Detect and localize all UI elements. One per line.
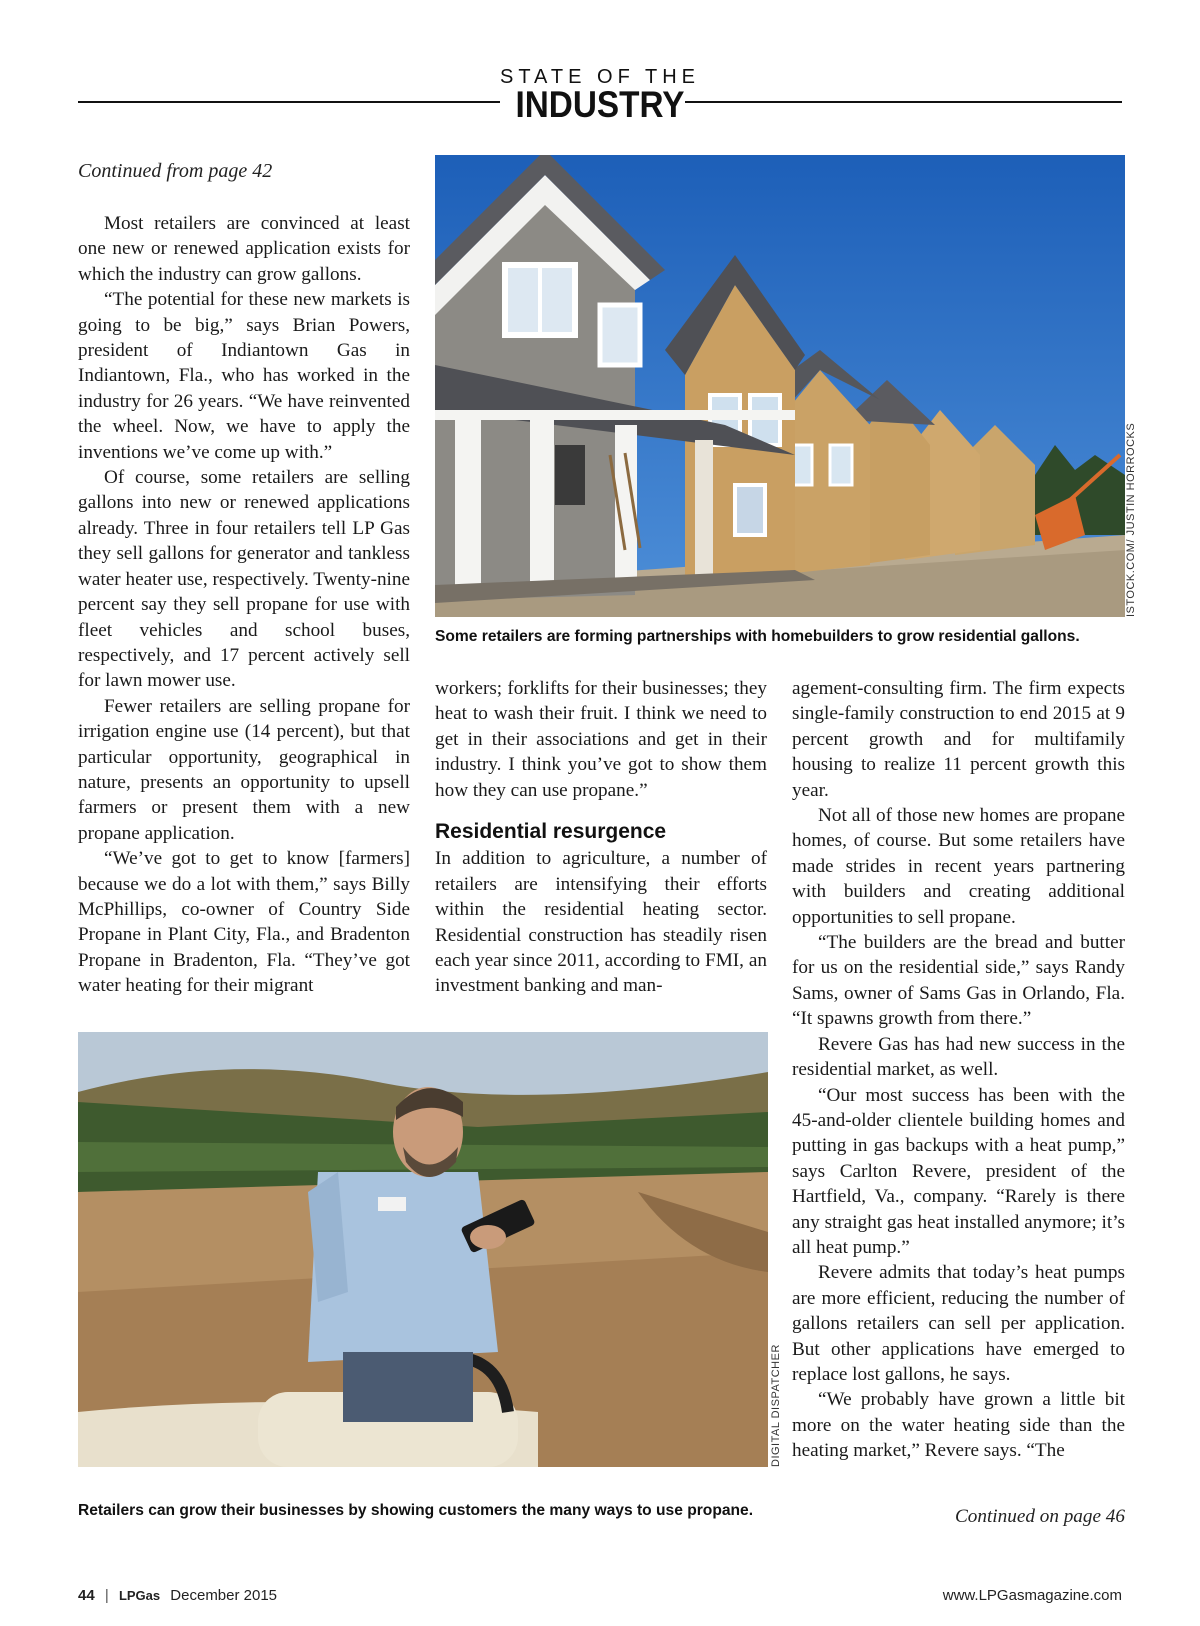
- photo-credit-houses: ISTOCK.COM/ JUSTIN HORROCKS: [1125, 422, 1137, 617]
- issue-date: December 2015: [170, 1587, 278, 1604]
- paragraph: “The potential for these new markets is going to be big,” says Brian Powers, president of Indiantown Gas in Indiantown, Fla., who has worked in the industry for 26 years. “We have reinvented the wheel. Now, we have to apply the inventions we’ve come up with.”: [78, 289, 410, 463]
- section-kicker: STATE OF THE: [499, 66, 700, 88]
- paragraph: Revere Gas has had new success in the residential market, as well.: [792, 1033, 1125, 1081]
- paragraph: Most retailers are convinced at least one new or renewed application exists for which the industry can grow gallons.: [78, 213, 410, 285]
- footer-separator: |: [104, 1587, 109, 1604]
- text-column-3: [792, 676, 1125, 1464]
- page-number: 44: [78, 1587, 95, 1604]
- paragraph: workers; forklifts for their businesses; they heat to wash their fruit. I think we need to get in their associations and get in their industry. I think you’ve got to show them how they can use propane.”: [435, 678, 767, 801]
- paragraph: “We probably have grown a little bit more on the water heating side than the heating market,” Revere says. “The: [792, 1389, 1125, 1462]
- houses-illustration: [435, 155, 1125, 617]
- continued-on: Continued on page 46: [954, 1506, 1125, 1527]
- section-title: INDUSTRY: [515, 84, 685, 125]
- photo-houses: [435, 155, 1125, 617]
- continued-from: Continued from page 42: [78, 160, 273, 182]
- caption-houses: Some retailers are forming partnerships with homebuilders to grow residential gallons.: [435, 628, 1080, 645]
- orchard-illustration: [78, 1032, 768, 1467]
- photo-credit-orchard: DIGITAL DISPATCHER: [770, 1344, 782, 1467]
- paragraph: Fewer retailers are selling propane for irrigation engine use (14 percent), but that particular opportunity, geographical in nature, presents an opportunity to upsell farmers or present them with a new propane application.: [78, 695, 410, 844]
- footer-website: www.LPGasmagazine.com: [942, 1587, 1122, 1604]
- paragraph: “The builders are the bread and butter for us on the residential side,” says Randy Sams, owner of Sams Gas in Orlando, Fla. “It spawns growth from there.”: [792, 932, 1125, 1030]
- magazine-name: LPGas: [118, 1588, 161, 1603]
- paragraph: Of course, some retailers are selling gallons into new or renewed applications already. Three in four retailers tell LP Gas they sell gallons for generator and tankless water heater use, respectively. Twenty-nine percent say they sell propane for use with fleet vehicles and school buses, respectively, and 17 percent actively sell for lawn mower use.: [78, 467, 410, 692]
- paragraph: Revere admits that today’s heat pumps are more efficient, reducing the number of gallons retailers can sell per application. But other applications have emerged to replace lost gallons, he says.: [792, 1262, 1125, 1385]
- text-column-1: [78, 211, 410, 999]
- photo-orchard-worker: [78, 1032, 768, 1467]
- paragraph: Not all of those new homes are propane homes, of course. But some retailers have made strides in recent years partnering with builders and creating additional opportunities to sell propane.: [792, 805, 1125, 928]
- caption-orchard: Retailers can grow their businesses by showing customers the many ways to use propane.: [78, 1502, 754, 1519]
- paragraph: “We’ve got to get to know [farmers] because we do a lot with them,” says Billy McPhillips, co-owner of Country Side Propane in Plant City, Fla., and Bradenton Propane in Bradenton, Fla. “They’ve got water heating for their migrant: [78, 848, 410, 997]
- paragraph: “Our most success has been with the 45-and-older clientele building homes and putting in gas backups with a heat pump,” says Carlton Revere, president of the Hartfield, Va., company. “Rarely is there any straight gas heat installed anymore; it’s all heat pump.”: [792, 1084, 1125, 1258]
- paragraph: In addition to agriculture, a number of retailers are intensifying their efforts within the residential heating sector. Residential construction has steadily risen each year since 2011, according to FMI, an investment banking and man-: [435, 848, 767, 997]
- text-column-2: [435, 676, 767, 999]
- subhead: Residential resurgence: [435, 820, 667, 844]
- footer-left: [78, 1587, 277, 1604]
- paragraph: agement-consulting firm. The firm expects single-family construction to end 2015 at 9 percent growth and for multifamily housing to realize 11 percent growth this year.: [792, 678, 1125, 801]
